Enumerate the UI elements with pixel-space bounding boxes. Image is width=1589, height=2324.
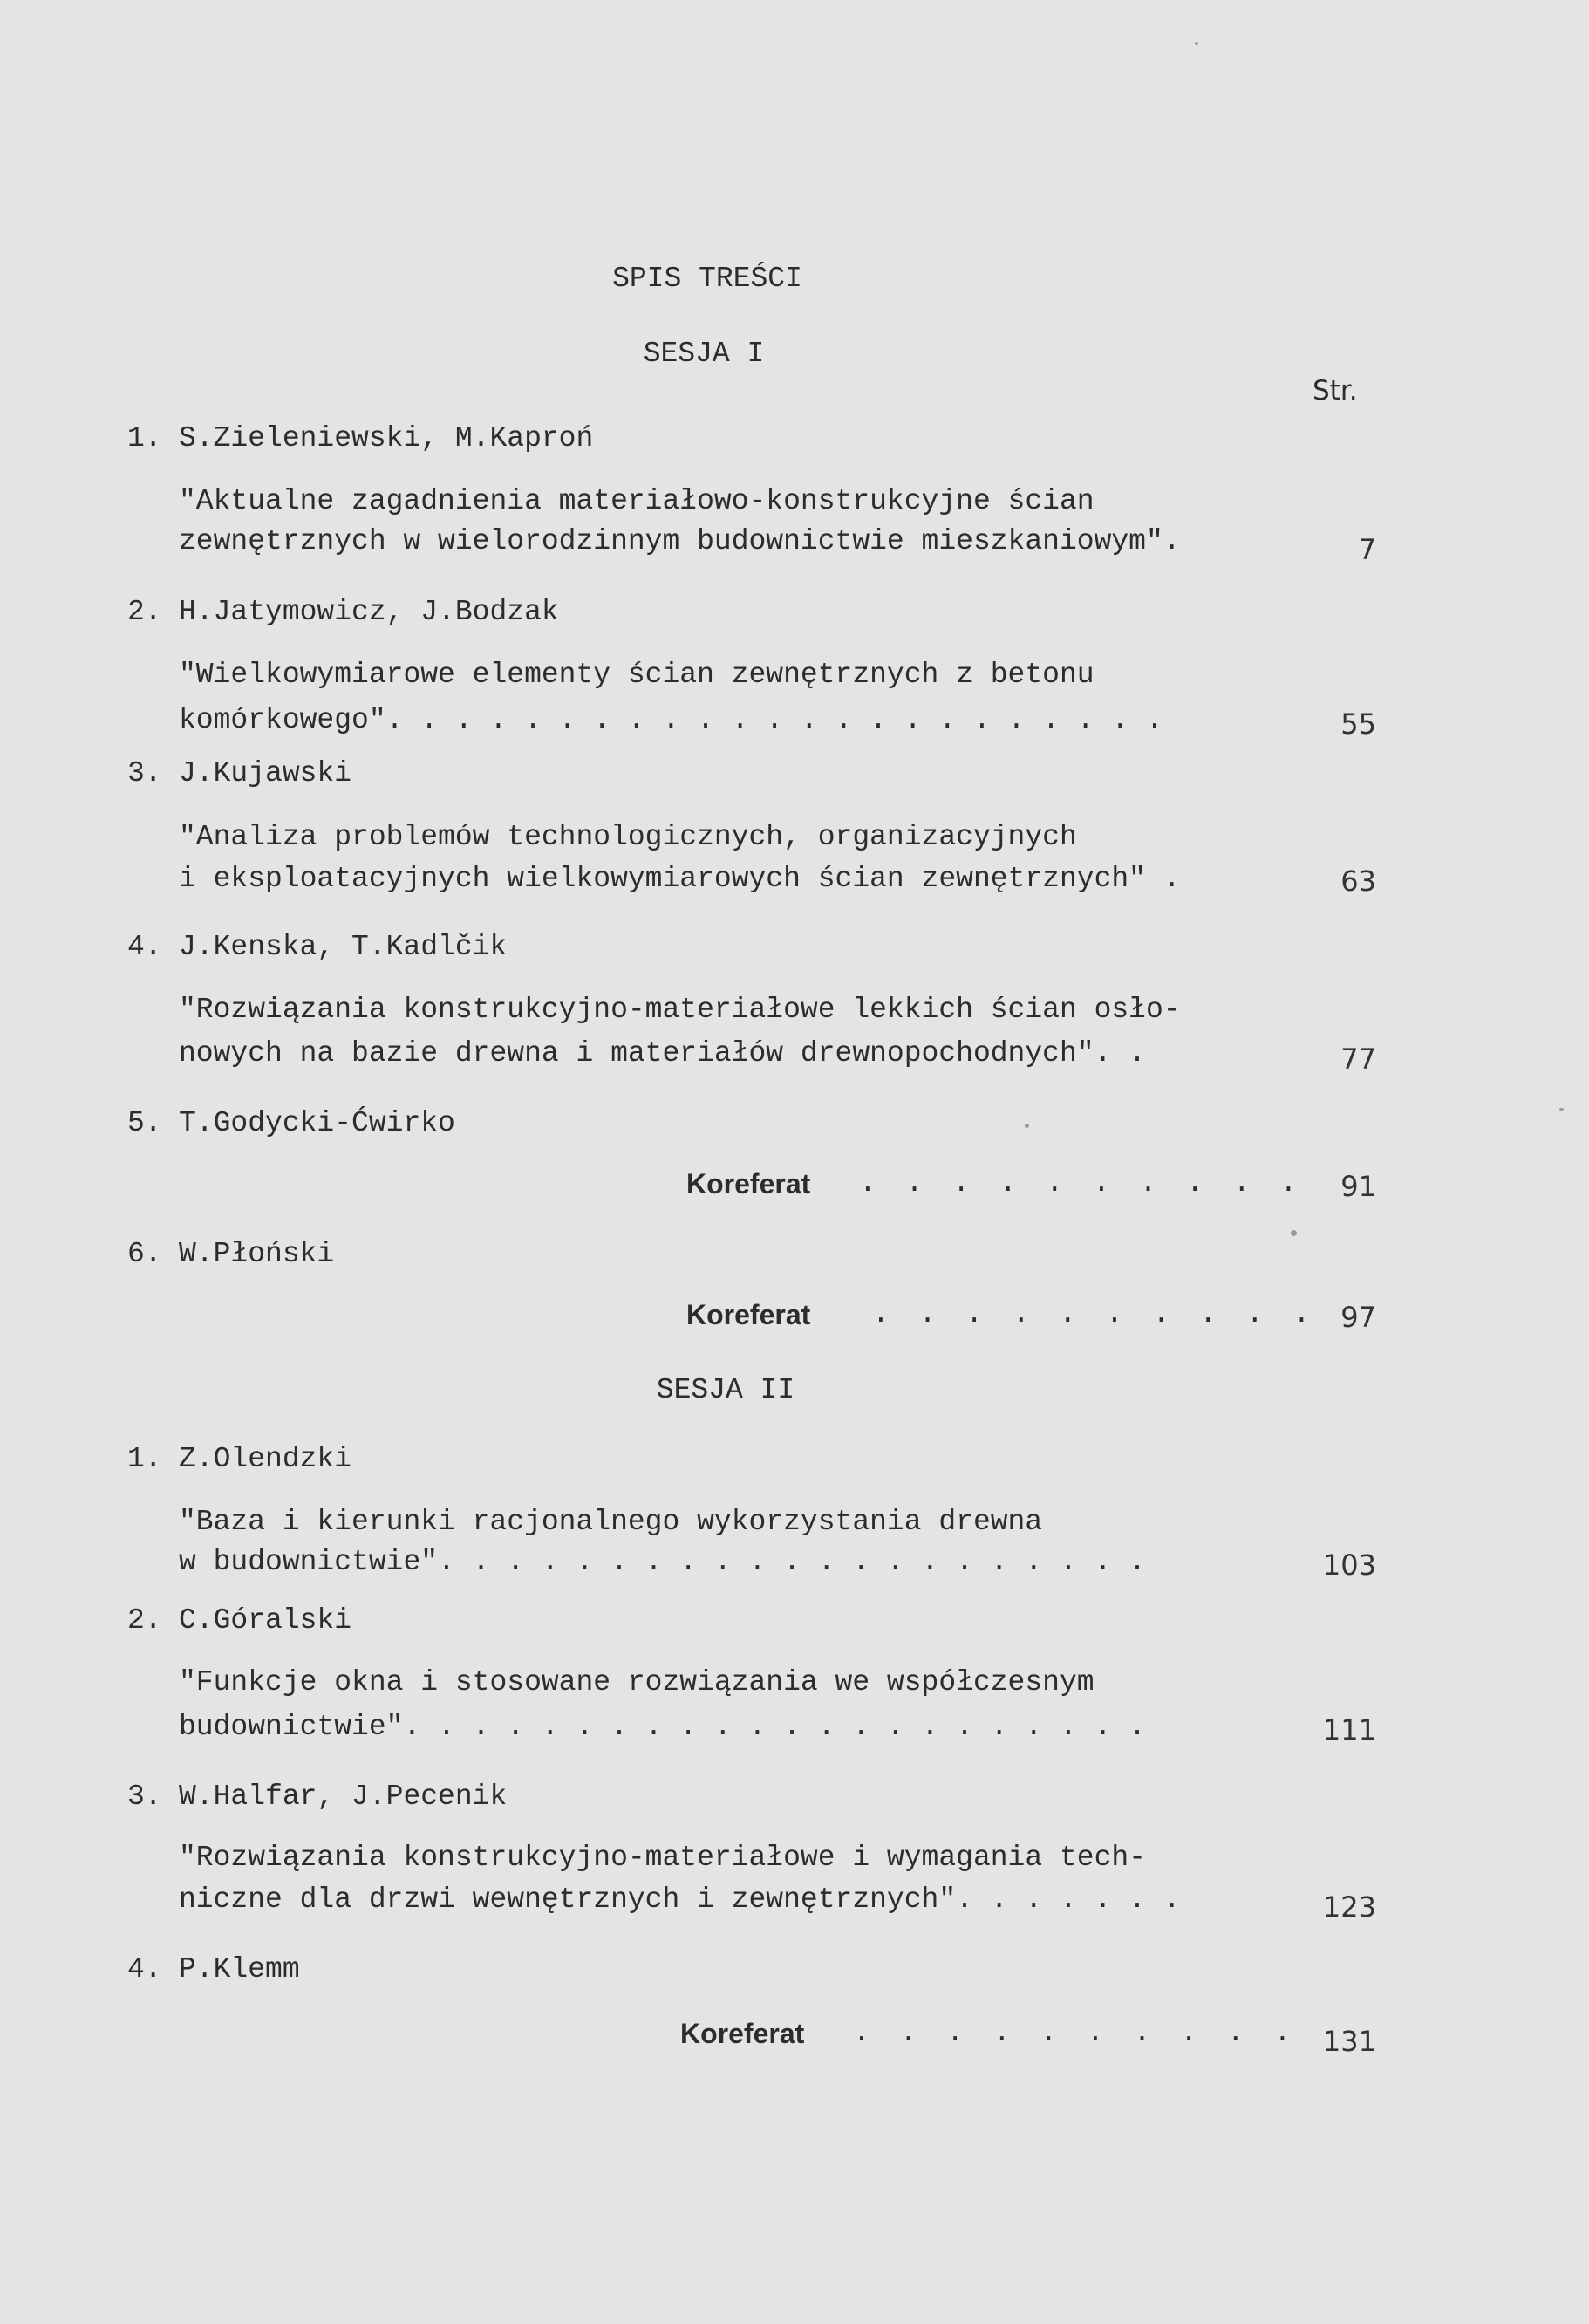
entry-title-line: "Baza i kierunki racjonalnego wykorzystania drewna	[179, 1506, 1043, 1538]
entry-title-line: "Rozwiązania konstrukcyjno-materiałowe i wymagania tech-	[179, 1842, 1146, 1874]
scan-speck	[1291, 1230, 1297, 1236]
koreferat-label: Koreferat	[686, 1168, 811, 1200]
dot-leader: . . . . . . . . . .	[859, 1167, 1304, 1200]
entry-title-line: niczne dla drzwi wewnętrznych i zewnętrznych". . . . . . .	[179, 1883, 1181, 1916]
koreferat-label: Koreferat	[686, 1299, 811, 1330]
entry-title-line: zewnętrznych w wielorodzinnym budownictwie mieszkaniowym".	[179, 525, 1181, 557]
entry-title-line: komórkowego". . . . . . . . . . . . . . . . . . . . . . .	[179, 704, 1163, 736]
page-title: SPIS TREŚCI	[612, 263, 802, 295]
entry-page-number: 123	[1322, 1890, 1376, 1924]
entry-title-line: "Analiza problemów technologicznych, organizacyjnych	[179, 821, 1077, 853]
entry-number: 1.	[127, 422, 162, 455]
session-2-heading: SESJA II	[656, 1374, 795, 1406]
entry-page-number: 91	[1340, 1170, 1376, 1203]
entry-authors: Z.Olendzki	[179, 1443, 352, 1475]
entry-authors: W.Płoński	[179, 1238, 335, 1270]
session-1-heading: SESJA I	[643, 338, 765, 370]
entry-authors: J.Kenska, T.Kadlčik	[179, 931, 508, 963]
entry-page-number: 131	[1322, 2025, 1376, 2058]
entry-title-line: "Funkcje okna i stosowane rozwiązania we współczesnym	[179, 1666, 1095, 1699]
entry-title-line: budownictwie". . . . . . . . . . . . . . . . . . . . . .	[179, 1711, 1146, 1743]
entry-number: 3.	[127, 1781, 162, 1813]
scan-speck	[1025, 1124, 1029, 1128]
entry-title-line: nowych na bazie drewna i materiałów drewnopochodnych". .	[179, 1037, 1146, 1070]
entry-page-number: 55	[1340, 707, 1376, 741]
dot-leader: . . . . . . . . . .	[853, 2017, 1298, 2049]
entry-number: 2.	[127, 1604, 162, 1637]
entry-title-line: "Rozwiązania konstrukcyjno-materiałowe lekkich ścian osło-	[179, 994, 1181, 1026]
dot-leader: . . . . . . . . . .	[872, 1298, 1317, 1330]
entry-page-number: 63	[1340, 865, 1376, 898]
entry-authors: P.Klemm	[179, 1953, 300, 1986]
entry-title-line: i eksploatacyjnych wielkowymiarowych ścian zewnętrznych" .	[179, 863, 1181, 895]
entry-number: 5.	[127, 1107, 162, 1139]
entry-authors: J.Kujawski	[179, 757, 352, 789]
koreferat-label: Koreferat	[680, 2018, 805, 2049]
entry-number: 6.	[127, 1238, 162, 1270]
entry-title-line: "Wielkowymiarowe elementy ścian zewnętrznych z betonu	[179, 659, 1095, 691]
entry-number: 1.	[127, 1443, 162, 1475]
entry-authors: W.Halfar, J.Pecenik	[179, 1781, 508, 1813]
scan-speck	[1559, 1108, 1564, 1111]
entry-page-number: 103	[1322, 1548, 1376, 1582]
entry-page-number: 97	[1340, 1301, 1376, 1334]
entry-authors: C.Góralski	[179, 1604, 352, 1637]
entry-title-line: w budownictwie". . . . . . . . . . . . . . . . . . . . .	[179, 1546, 1146, 1578]
entry-title-line: "Aktualne zagadnienia materiałowo-konstrukcyjne ścian	[179, 485, 1095, 517]
entry-authors: H.Jatymowicz, J.Bodzak	[179, 596, 559, 628]
entry-number: 3.	[127, 757, 162, 789]
page-column-label: Str.	[1313, 375, 1358, 407]
entry-authors: T.Godycki-Ćwirko	[179, 1107, 455, 1139]
entry-page-number: 7	[1358, 533, 1376, 566]
entry-number: 2.	[127, 596, 162, 628]
scan-speck	[1195, 42, 1198, 45]
entry-page-number: 111	[1322, 1713, 1376, 1746]
entry-authors: S.Zieleniewski, M.Kaproń	[179, 422, 594, 455]
entry-number: 4.	[127, 931, 162, 963]
entry-number: 4.	[127, 1953, 162, 1986]
entry-page-number: 77	[1340, 1042, 1376, 1076]
